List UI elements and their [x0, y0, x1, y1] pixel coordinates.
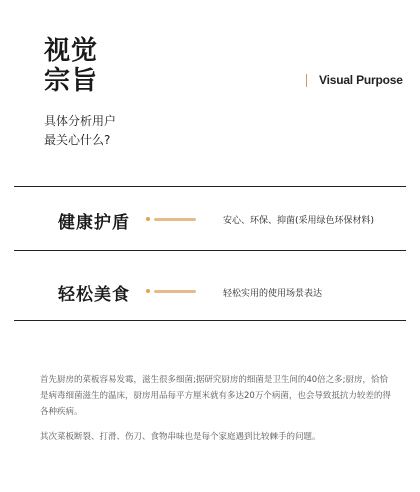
connector-line — [154, 218, 196, 221]
page-title — [44, 36, 98, 96]
english-subtitle-text: Visual Purpose — [319, 73, 403, 87]
divider-bottom — [14, 320, 406, 321]
connector-dot — [146, 289, 150, 293]
feature-connector — [146, 289, 196, 293]
body-paragraph-2: 其次菜板断裂、打滑、伤刀、食物串味也是每个家庭遇到比较棘手的问题。 — [40, 432, 321, 442]
question-line-2: 最关心什么? — [44, 133, 111, 147]
title-line-1: 视觉 — [44, 36, 99, 66]
question-text — [44, 112, 116, 150]
body-paragraph-1: 首先厨房的菜板容易发霉，滋生很多细菌;据研究厨房的细菌是卫生间的40倍之多;厨房，恰恰是病毒细菌滋生的温床，厨房用品每平方厘米就有多达20万个病菌，也会导致抵抗力较差的得各种疾病。 — [40, 375, 391, 417]
accent-bar — [306, 74, 307, 87]
divider-middle — [14, 250, 406, 251]
english-subtitle — [306, 73, 403, 87]
connector-dot — [146, 217, 150, 221]
divider-top — [14, 186, 406, 187]
feature-name-easy-food: 轻松美食 — [58, 285, 130, 305]
connector-line — [154, 290, 196, 293]
feature-desc-easy-food: 轻松实用的使用场景表达 — [223, 289, 323, 299]
feature-desc-health-shield: 安心、环保、抑菌(采用绿色环保材料) — [223, 216, 375, 226]
title-line-2: 宗旨 — [44, 66, 99, 96]
feature-name-health-shield: 健康护盾 — [58, 213, 130, 233]
question-line-1: 具体分析用户 — [44, 114, 117, 128]
body-text — [40, 372, 392, 454]
feature-connector — [146, 217, 196, 221]
